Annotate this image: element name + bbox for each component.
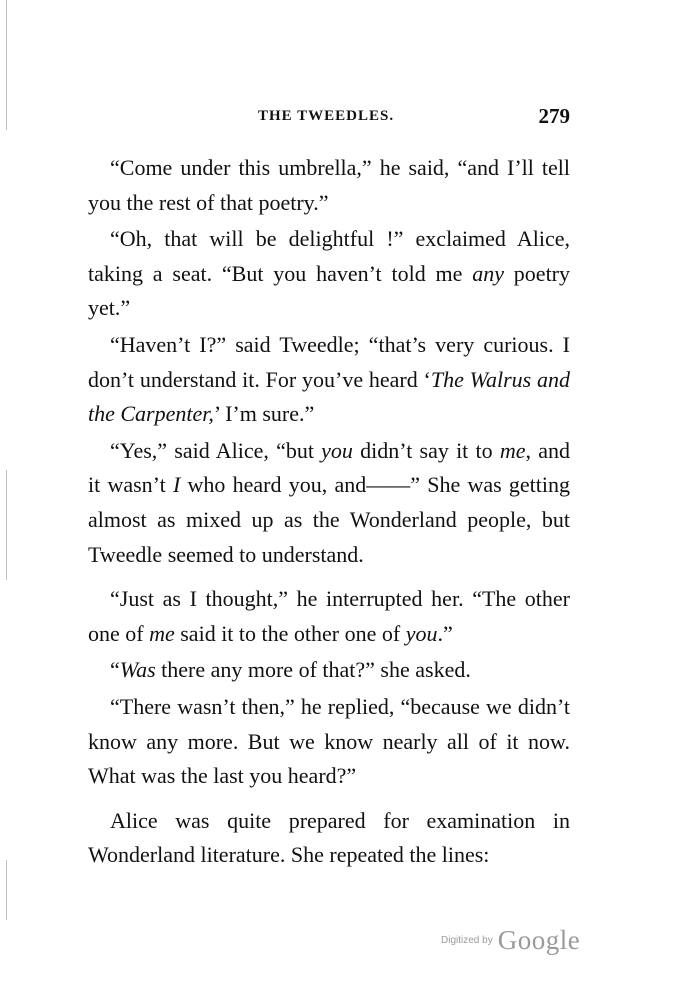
body-text (88, 151, 570, 873)
paragraph (88, 690, 570, 794)
italic-run: I (172, 472, 181, 498)
text-run: didn’t say it to (352, 437, 500, 463)
paragraph (88, 222, 570, 326)
italic-run: me (149, 620, 175, 646)
text-run: “There wasn’t then,” he replied, “because we didn’t know any more. But we know nearly all of it now. What was the last you heard?” (88, 693, 570, 789)
page-header (88, 104, 570, 132)
text-run: “Come under this umbrella,” he said, “and I’ll tell you the rest of that poetry.” (88, 155, 570, 215)
paragraph (88, 151, 570, 220)
text-run: “Haven’t I?” said Tweedle; “that’s very curious. I don’t understand it. For you’ve heard ‘ (88, 331, 570, 392)
text-run: , and it wasn’t (88, 437, 570, 498)
text-run: ’ I’m sure.” (213, 401, 315, 427)
text-run: there any more of that?” she asked. (155, 657, 471, 683)
italic-run: me (499, 437, 526, 463)
paragraph (88, 434, 570, 572)
italic-run: Was (119, 657, 156, 683)
text-run: Alice was quite prepared for examination in Wonderland literature. She repeated the lines: (88, 807, 570, 868)
paragraph (88, 328, 570, 432)
paragraph (88, 804, 570, 873)
italic-run: The Walrus and the Carpenter, (88, 366, 570, 427)
page-edge-line (6, 470, 7, 580)
italic-run: any (472, 260, 504, 286)
text-run: “ (110, 657, 120, 683)
text-run: “Just as I thought,” he interrupted her. “The other one of (88, 586, 570, 646)
watermark-prefix: Digitized by (441, 935, 493, 946)
running-head: THE TWEEDLES. (258, 108, 395, 124)
text-run: poetry yet.” (88, 260, 571, 321)
paragraph (88, 653, 570, 688)
text-run: .” (437, 620, 453, 646)
text-run: “Oh, that will be delightful !” exclaimed Alice, taking a seat. “But you haven’t told me (88, 226, 570, 286)
page-edge-line (6, 860, 7, 920)
page-number: 279 (538, 104, 570, 128)
digitized-watermark (441, 925, 580, 956)
page-edge-line (6, 0, 7, 130)
text-run: “Yes,” said Alice, “but (110, 437, 322, 463)
watermark-brand: Google (497, 925, 581, 955)
italic-run: you (321, 437, 353, 463)
italic-run: you (405, 620, 438, 646)
text-run: said it to the other one of (174, 620, 406, 646)
paragraph (88, 582, 570, 651)
text-run: who heard you, and——” She was getting almost as mixed up as the Wonderland people, but Tweedle seemed to understand. (88, 472, 570, 567)
